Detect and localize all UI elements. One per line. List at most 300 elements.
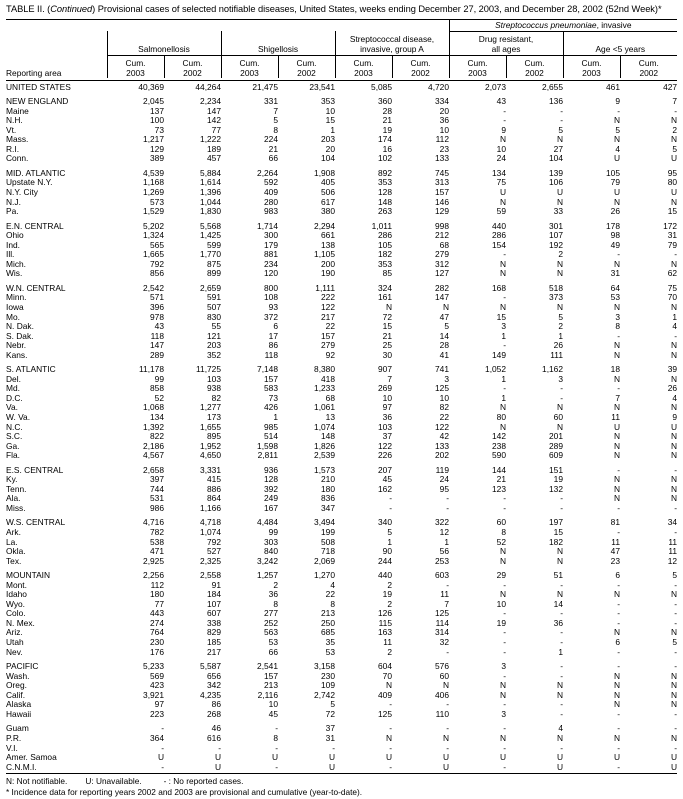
data-cell: N [670,373,678,384]
data-cell: 106 [549,177,563,188]
data-cell: 72 [325,708,335,719]
data-cell: 1 [672,311,678,322]
table-row [6,442,677,452]
data-cell: 99 [268,527,278,538]
data-cell: - [560,105,563,116]
data-cell: N [499,268,506,279]
data-cell: 415 [207,474,221,485]
data-cell: - [503,670,506,681]
data-cell: 25 [382,340,392,351]
data-cell: N [499,402,506,413]
legend-no-reported-cases: - : No reported cases. [163,776,244,787]
data-cell: 986 [150,502,164,513]
data-cell: 2,294 [314,220,335,231]
reporting-area-cell: Utah [6,637,24,648]
table-row [6,284,677,294]
data-cell: 744 [150,483,164,494]
data-cell: 2,658 [143,464,164,475]
data-cell: 18 [610,364,620,375]
data-cell: 46 [211,723,221,734]
data-cell: 190 [321,268,335,279]
data-cell: 322 [435,517,449,528]
data-cell: 108 [264,292,278,303]
data-cell: 1,770 [200,249,221,260]
data-cell: N [613,699,620,710]
data-cell: U [214,761,221,772]
data-cell: 207 [378,464,392,475]
table-row [6,628,677,638]
data-cell: N [613,589,620,600]
data-cell: 250 [321,617,335,628]
legend-unavailable: U: Unavailable. [85,776,142,787]
data-cell: 286 [492,230,506,241]
data-cell: 161 [378,292,392,303]
data-cell: 353 [378,258,392,269]
data-cell: - [560,392,563,403]
data-cell: 21,475 [252,81,278,92]
data-cell: 875 [207,258,221,269]
data-cell: 19 [382,124,392,135]
data-cell: 4 [672,392,678,403]
table-row [6,700,677,710]
data-cell: - [674,464,678,475]
table-row [6,169,677,179]
data-cell: 85 [382,268,392,279]
reporting-area-cell: Tex. [6,555,22,566]
data-cell: 27 [553,143,563,154]
data-cell: 569 [150,670,164,681]
data-cell: - [503,637,506,648]
data-cell: 792 [150,258,164,269]
data-cell: 1,952 [200,440,221,451]
data-cell: 661 [321,230,335,241]
data-cell: 178 [606,220,620,231]
data-cell: 907 [378,364,392,375]
data-cell: 189 [207,143,221,154]
data-cell: 10 [382,392,392,403]
data-cell: 7 [387,373,392,384]
data-cell: 4,567 [143,450,164,461]
data-cell: 8 [615,321,620,332]
data-cell: N [499,555,506,566]
table-row [6,744,677,754]
reporting-area-cell: Guam [6,723,29,734]
reporting-area-cell: N. Dak. [6,321,34,332]
data-cell: 15 [553,527,563,538]
data-cell: - [560,579,563,590]
data-cell: 334 [435,96,449,107]
table-row [6,313,677,323]
data-cell: 20 [325,143,335,154]
data-cell: 1,166 [200,502,221,513]
data-cell: - [161,723,164,734]
table-row [6,485,677,495]
data-cell: U [328,761,335,772]
data-cell: 45 [382,474,392,485]
col-header-age-under5-2003: Cum. 2003 [563,55,620,78]
table-row [6,571,677,581]
data-cell: 109 [321,680,335,691]
data-cell: 174 [378,134,392,145]
reporting-area-cell: D.C. [6,392,23,403]
data-cell: U [271,752,278,763]
data-cell: 123 [492,483,506,494]
table-row [6,528,677,538]
data-cell: 16 [382,143,392,154]
data-cell: 28 [382,105,392,116]
table-row [6,116,677,126]
data-cell: 829 [207,627,221,638]
data-cell: N [613,670,620,681]
data-cell: 75 [667,282,678,293]
data-cell: 5 [558,124,563,135]
data-cell: 92 [325,349,335,360]
data-cell: 148 [321,431,335,442]
reporting-area-cell: W.N. CENTRAL [6,282,66,293]
data-cell: 4,716 [143,517,164,528]
data-cell: N [556,732,563,743]
data-cell: 60 [496,517,506,528]
reporting-area-cell: Ark. [6,527,21,538]
data-cell: - [617,723,620,734]
data-cell: 1,425 [200,230,221,241]
data-cell: 508 [321,536,335,547]
data-cell: N [499,196,506,207]
data-cell: 81 [610,517,620,528]
table-row [6,341,677,351]
data-cell: 1,714 [257,220,278,231]
data-cell: 300 [264,230,278,241]
table-row [6,322,677,332]
data-cell: 342 [207,680,221,691]
data-cell: 100 [150,115,164,126]
data-cell: - [617,646,620,657]
data-cell: 3,242 [257,555,278,566]
data-cell: 599 [207,239,221,250]
reporting-area-cell: La. [6,536,18,547]
legend-not-notifiable: N: Not notifiable. [6,776,68,787]
data-cell: - [617,708,620,719]
data-cell: 1,257 [257,570,278,581]
data-cell: 157 [264,670,278,681]
reporting-area-cell: Ind. [6,239,20,250]
data-cell: 60 [439,670,449,681]
reporting-area-cell: Hawaii [6,708,32,719]
data-cell: 440 [378,570,392,581]
table-row [6,260,677,270]
data-cell: 3 [501,321,506,332]
reporting-area-cell: MID. ATLANTIC [6,167,66,178]
data-cell: N [385,732,392,743]
data-cell: - [617,579,620,590]
data-cell: 129 [435,206,449,217]
data-cell: 741 [435,364,449,375]
data-cell: 718 [321,546,335,557]
data-cell: 142 [492,431,506,442]
reporting-area-cell: N.H. [6,115,23,126]
data-cell: 2,539 [314,450,335,461]
data-cell: 15 [667,206,678,217]
data-cell: 1,529 [143,206,164,217]
data-cell: - [674,598,678,609]
data-cell: U [613,153,620,164]
data-cell: - [617,383,620,394]
data-cell: 938 [207,383,221,394]
data-cell: 10 [496,143,506,154]
reporting-area-cell: Mass. [6,134,29,145]
data-cell: - [275,723,278,734]
data-cell: N [670,627,678,638]
table-row [6,332,677,342]
data-cell: 3 [501,708,506,719]
data-cell: 881 [264,249,278,260]
table-row [6,241,677,251]
data-cell: 125 [378,708,392,719]
data-cell: - [275,742,278,753]
data-cell: 90 [382,546,392,557]
data-cell: - [503,493,506,504]
data-cell: 5 [672,570,678,581]
data-cell: 7 [444,598,449,609]
data-cell: 2,659 [200,282,221,293]
data-cell: 134 [150,412,164,422]
data-cell: 604 [378,661,392,672]
reporting-area-cell: E.S. CENTRAL [6,464,64,475]
data-cell: 8 [501,527,506,538]
data-cell: 282 [435,282,449,293]
data-cell: 134 [492,167,506,178]
data-cell: - [503,502,506,513]
reporting-area-cell: S. ATLANTIC [6,364,56,375]
data-cell: N [670,670,678,681]
reporting-area-cell: Ga. [6,440,20,451]
data-cell: 99 [154,373,164,384]
data-cell: N [613,301,620,312]
data-cell: 26 [610,206,620,217]
reporting-area-cell: Mont. [6,579,27,590]
table-row [6,691,677,701]
data-cell: 1,105 [314,249,335,260]
data-cell: 985 [264,421,278,432]
data-cell: 406 [435,689,449,700]
data-cell: U [613,752,620,763]
data-cell: 5 [387,527,392,538]
reporting-area-cell: C.N.M.I. [6,761,37,772]
data-cell: 7 [273,105,278,116]
table-row [6,609,677,619]
data-cell: 609 [549,450,563,461]
data-cell: 2,541 [257,661,278,672]
reporting-area-cell: Ala. [6,493,21,504]
data-cell: 110 [435,708,449,719]
data-cell: 353 [378,177,392,188]
table-row [6,724,677,734]
data-cell: 2,325 [200,555,221,566]
data-cell: 1,052 [485,364,506,375]
data-cell: 2 [672,124,678,135]
data-cell: 201 [549,431,563,442]
reporting-area-cell: Okla. [6,546,26,557]
data-cell: U [670,186,678,197]
data-cell: 31 [667,230,678,241]
data-cell: 2,264 [257,167,278,178]
data-cell: 1 [330,124,335,135]
data-cell: 36 [553,617,563,628]
table-row [6,600,677,610]
data-cell: - [617,105,620,116]
data-cell: 21 [382,330,392,341]
column-group-strep-a-line1: Streptococcal disease, [349,34,435,45]
data-cell: - [503,249,506,260]
data-cell: 764 [150,627,164,638]
data-cell: 7,148 [257,364,278,375]
data-cell: 93 [268,301,278,312]
data-cell: 1,830 [200,206,221,217]
data-cell: 41 [439,349,449,360]
data-cell: N [499,301,506,312]
table-row [6,681,677,691]
reporting-area-cell: Mich. [6,258,27,269]
data-cell: 286 [378,230,392,241]
data-cell: 217 [207,646,221,657]
column-group-age-under-5: Age <5 years [595,44,646,55]
table-row [6,504,677,514]
data-cell: 176 [150,646,164,657]
reporting-area-cell: Vt. [6,124,17,135]
data-cell: 15 [496,311,506,322]
data-cell: 396 [150,301,164,312]
data-cell: 2,186 [143,440,164,451]
data-cell: N [499,258,506,269]
data-cell: 115 [378,617,392,628]
data-cell: 95 [667,167,678,178]
table-row [6,394,677,404]
data-cell: 167 [264,502,278,513]
data-cell: 685 [321,627,335,638]
data-cell: 53 [268,637,278,648]
reporting-area-cell: Tenn. [6,483,27,494]
data-cell: 45 [268,708,278,719]
data-cell: 118 [150,330,164,341]
data-cell: 1,396 [200,186,221,197]
table-row [6,518,677,528]
data-cell: 331 [264,96,278,107]
data-cell: 210 [321,474,335,485]
data-cell: 86 [268,340,278,351]
data-cell: N [670,349,678,360]
data-cell: 70 [382,670,392,681]
data-cell: 1 [501,373,506,384]
reporting-area-cell: Conn. [6,153,29,164]
data-cell: N [613,732,620,743]
data-cell: 234 [264,258,278,269]
data-cell: 12 [439,527,449,538]
data-cell: 64 [610,282,620,293]
data-cell: - [503,105,506,116]
table-row [6,178,677,188]
data-cell: 312 [435,258,449,269]
data-cell: 527 [207,546,221,557]
data-cell: U [556,186,563,197]
data-cell: 10 [439,392,449,403]
col-header-age-under5-2002: Cum. 2002 [620,55,677,78]
data-cell: N [670,115,678,126]
data-cell: 1,908 [314,167,335,178]
data-cell: 244 [378,555,392,566]
data-cell: 121 [207,330,221,341]
data-cell: N [556,402,563,413]
data-cell: - [617,661,620,672]
data-cell: 199 [321,527,335,538]
data-cell: N [556,589,563,600]
data-cell: 11,178 [139,364,164,375]
data-cell: 103 [207,373,221,384]
data-cell: U [556,761,563,772]
header-row-years [6,55,677,78]
data-cell: 36 [382,412,392,422]
data-cell: 895 [207,431,221,442]
table-row [6,581,677,591]
table-row [6,231,677,241]
data-cell: 11 [668,546,678,557]
data-cell: 531 [150,493,164,504]
data-cell: 5,233 [143,661,164,672]
data-cell: 800 [264,282,278,293]
data-cell: 1,826 [314,440,335,451]
table-row [6,423,677,433]
data-cell: N [556,258,563,269]
data-cell: N [613,440,620,451]
data-cell: 80 [667,177,678,188]
data-cell: 47 [610,546,620,557]
data-cell: U [670,153,678,164]
data-cell: 1,162 [542,364,563,375]
data-cell: 49 [610,239,620,250]
data-cell: 2,116 [257,689,278,700]
data-cell: - [503,383,506,394]
table-row [6,590,677,600]
data-cell: N [385,680,392,691]
data-cell: 26 [553,340,563,351]
data-cell: 607 [207,608,221,619]
data-cell: 10 [439,124,449,135]
data-cell: 59 [496,206,506,217]
data-cell: 132 [549,483,563,494]
data-cell: 21 [268,143,278,154]
reporting-area-cell: Del. [6,373,21,384]
data-cell: 15 [382,321,392,332]
data-cell: N [613,402,620,413]
data-cell: 22 [325,589,335,600]
col-header-drug-resistant-2003: Cum. 2003 [449,55,506,78]
data-cell: 238 [492,440,506,451]
column-group-drug-resistant-line2: all ages [491,44,521,55]
data-cell: 162 [378,483,392,494]
data-cell: 2,542 [143,282,164,293]
data-cell: 98 [610,230,620,241]
data-cell: - [674,608,678,619]
table-row [6,662,677,672]
data-cell: - [674,661,678,672]
reporting-area-cell: S. Dak. [6,330,34,341]
data-cell: 26 [667,383,678,394]
data-cell: 591 [207,292,221,303]
reporting-area-cell: Calif. [6,689,26,700]
data-cell: 373 [549,292,563,303]
data-cell: 1,011 [371,220,392,231]
data-cell: 856 [150,268,164,279]
data-cell: - [389,699,392,710]
